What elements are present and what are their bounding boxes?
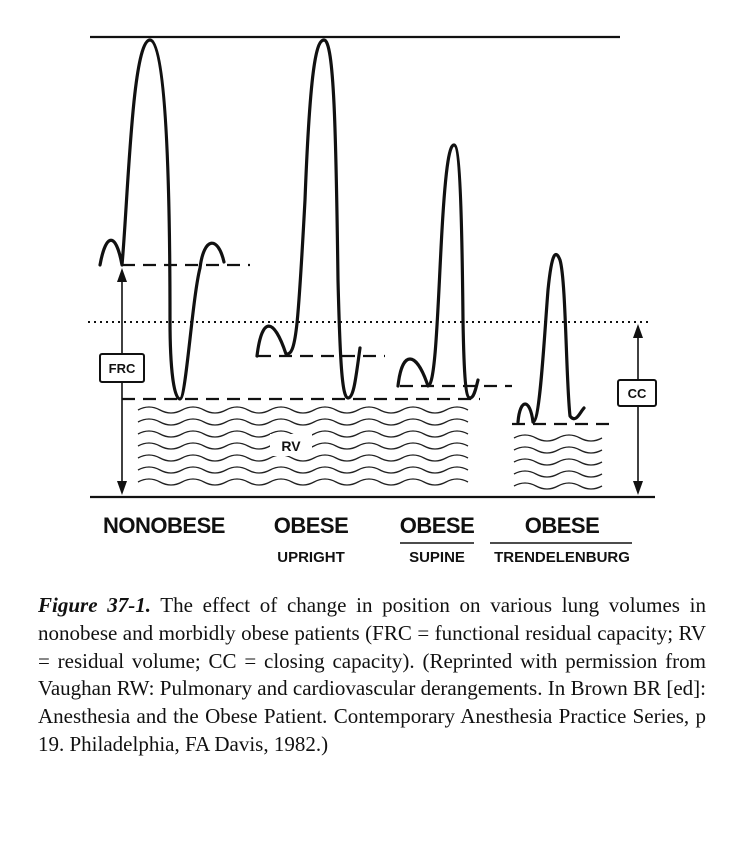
cc-label: CC: [627, 386, 647, 401]
curve-obese-upright: [257, 40, 360, 398]
rv-label: RV: [281, 438, 301, 454]
figure-caption-text: The effect of change in position on various lung volumes in nonobese and morbidly obese patients (FRC = functional residual capacity; RV = residual volume; CC = closing capacity). (Reprinted with permission from Vaughan RW: Pulmonary and cardiovascular derangements. In Brown BR [ed]: Anesthesia and the Obese Patient. Contemporary Anesthesia Practice Series, p 19. Philadelphia, FA Davis, 1982.): [38, 593, 706, 756]
rv-hatch-trendelenburg: [514, 435, 602, 489]
group-title-supine: OBESE: [399, 513, 475, 538]
group-subtitle-supine: SUPINE: [409, 549, 465, 566]
group-title-upright: OBESE: [273, 513, 349, 538]
frc-label: FRC: [108, 361, 136, 376]
group-subtitle-trendelenburg: TRENDELENBURG: [494, 549, 630, 566]
curve-obese-supine: [398, 145, 478, 398]
frc-arrow-head-top: [117, 268, 127, 282]
figure-caption-label: Figure 37-1.: [38, 593, 151, 617]
group-subtitle-upright: UPRIGHT: [277, 549, 345, 566]
frc-arrow-head-bottom: [117, 481, 127, 495]
figure-caption: [38, 592, 706, 759]
curve-nonobese: [100, 40, 224, 399]
cc-arrow-head-bottom: [633, 481, 643, 495]
group-title-trendelenburg: OBESE: [524, 513, 600, 538]
group-title-nonobese: NONOBESE: [103, 513, 225, 538]
cc-arrow-head-top: [633, 324, 643, 338]
curve-obese-trendelenburg: [518, 254, 584, 422]
